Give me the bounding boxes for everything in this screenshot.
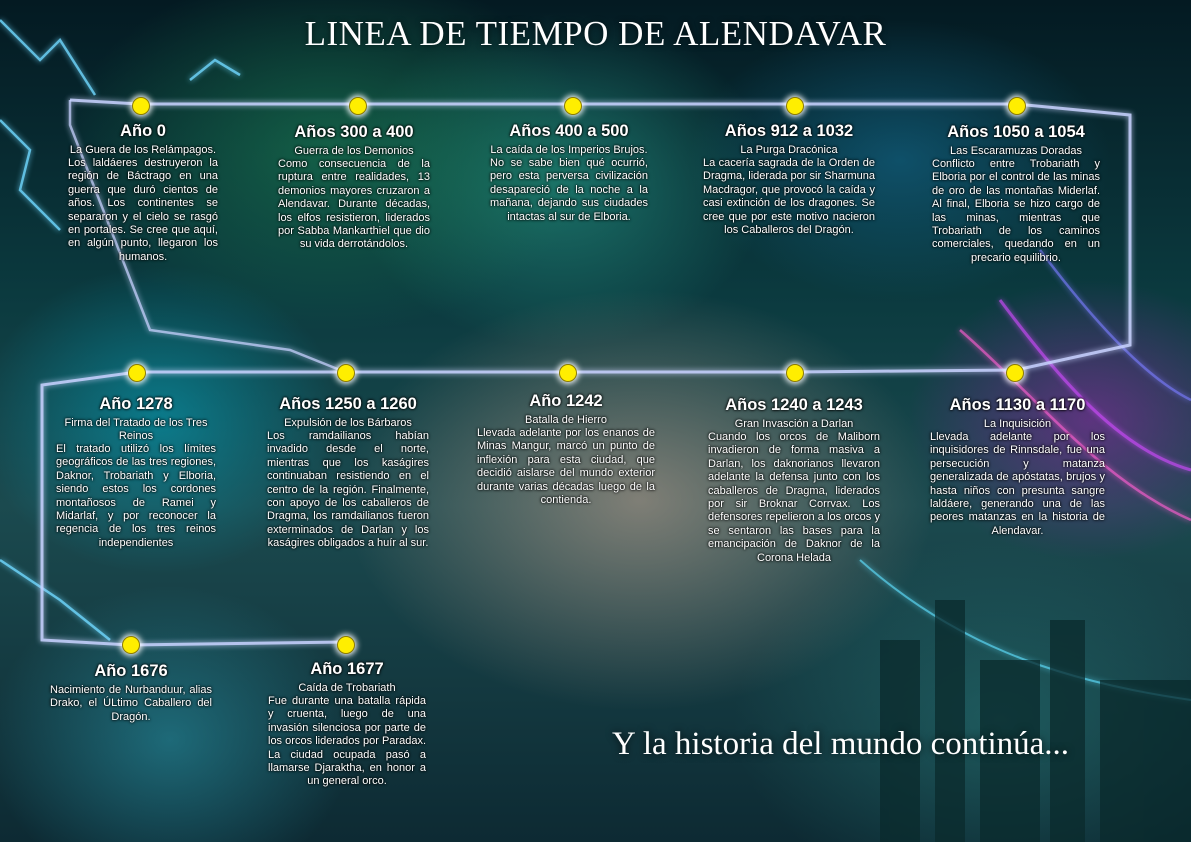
timeline-event [50, 662, 212, 724]
event-title: Gran Invasción a Darlan [734, 418, 854, 430]
timeline-dot [1006, 364, 1024, 382]
event-title: Batalla de Hierro [525, 414, 607, 426]
event-text: Fue durante una batalla rápida y cruenta, luego de una invasión silenciosa por parte de los orcos liderados por Paradax. La ciudad ocupada pasó a llamarse Djaraktha, en honor a un general orco. [268, 695, 426, 788]
event-title: La Guera de los Relámpagos. [69, 144, 217, 156]
event-title: La caída de los Imperios Brujos. [490, 144, 648, 156]
event-text: Cuando los orcos de Maliborn invadieron de forma masiva a Darlan, los daknorianos llevaron adelante la defensa junto con los caballeros de Dragma, liderados por sir Broknar Corrvax. Los defensores repelieron a los orcos y se sentaron las bases para la emancipación de Daknor de la Corona Helada [708, 431, 880, 564]
timeline-dot [337, 636, 355, 654]
event-date: Año 0 [120, 122, 166, 140]
timeline-event [932, 123, 1100, 265]
event-date: Años 912 a 1032 [724, 122, 854, 140]
timeline-dot [122, 636, 140, 654]
timeline-event [56, 395, 216, 550]
event-title: Firma del Tratado de los Tres Reinos [64, 417, 208, 442]
event-text: Los ramdailianos habían invadido desde el norte, mientras que los kaságires continuaban resistiendo en el centro de la región. Finalmente, con apoyo de los caballeros de Dragma, los ramdailianos fueron exterminados de Darlan y los kaságires obligados a huír al sur. [267, 430, 429, 550]
event-title: La Purga Dracónica [740, 144, 838, 156]
event-text: El tratado utilizó los límites geográficos de las tres regiones, Daknor, Trobariath y Elboria, siendo estos los cordones montañosos de Ramei y Midarlaf, y por reconocer la regencia de los tres reinos independientes [56, 443, 216, 549]
event-text: Los laldáeres destruyeron la región de Báctrago en una guerra que duró cientos de años. Los continentes se separaron y el cielo se rasgó en portales. Se cree que aquí, en algún punto, llegaron los humanos. [68, 157, 218, 263]
closing-caption: Y la historia del mundo continúa... [612, 726, 1070, 762]
event-date: Año 1677 [310, 660, 384, 678]
event-text: Nacimiento de Nurbanduur, alias Drako, el ÚLtimo Caballero del Dragón. [50, 684, 212, 723]
timeline-dot [337, 364, 355, 382]
timeline-dot [786, 364, 804, 382]
timeline-dot [559, 364, 577, 382]
event-text: Conflicto entre Trobariath y Elboria por el control de las minas de oro de las montañas Miderlaf. Al final, Elboria se hizo cargo de las minas, mientras que Trobariath de los caminos comerciales, quedando en un precario equilibrio. [932, 158, 1100, 264]
ruins-silhouette [880, 600, 1191, 842]
event-title: Guerra de los Demonios [294, 145, 414, 157]
timeline-event [278, 123, 430, 252]
event-text: No se sabe bien qué ocurrió, pero esta perversa civilización desapareció de la noche a la mañana, dejando sus ciudades intactas al sur de Elboria. [490, 157, 648, 223]
event-date: Año 1676 [94, 662, 168, 680]
event-title: Expulsión de los Bárbaros [284, 417, 412, 429]
event-title: Caída de Trobariath [298, 682, 396, 694]
event-date: Años 1050 a 1054 [947, 123, 1085, 141]
timeline-event [267, 395, 429, 551]
event-text: Llevada adelante por los enanos de Minas Mangur, marcó un punto de inflexión para esta ciudad, que decidió aislarse del mundo exterior durante varias décadas luego de la contienda. [477, 427, 655, 507]
event-date: Años 400 a 500 [509, 122, 629, 140]
event-title: Las Escaramuzas Doradas [949, 145, 1083, 157]
timeline-dot [1008, 97, 1026, 115]
timeline-event [477, 392, 655, 507]
timeline-dot [564, 97, 582, 115]
timeline-event [268, 660, 426, 789]
event-date: Año 1278 [99, 395, 173, 413]
event-date: Años 300 a 400 [294, 123, 414, 141]
event-title: La Inquisición [983, 418, 1052, 430]
timeline-dot [786, 97, 804, 115]
event-date: Años 1240 a 1243 [725, 396, 863, 414]
timeline-event [930, 396, 1105, 538]
event-date: Años 1130 a 1170 [949, 396, 1086, 414]
event-text: Como consecuencia de la ruptura entre realidades, 13 demonios mayores cruzaron a Alendavar. Durante décadas, los elfos resistieron, liderados por Sabba Mankarthiel que dio su vida derrotándolos. [278, 158, 430, 251]
timeline-dot [132, 97, 150, 115]
timeline-event [490, 122, 648, 224]
event-text: Llevada adelante por los inquisidores de Rinnsdale, fue una persecución y matanza generalizada de apóstatas, brujos y hasta niños con presunta sangre laldáere, generando una de las peores matanzas en la historia de Alendavar. [930, 431, 1105, 537]
timeline-dot [349, 97, 367, 115]
event-text: La cacería sagrada de la Orden de Dragma, liderada por sir Sharmuna Macdragor, que provocó la caída y casi extinción de los dragones. Se cree que por este motivo nacieron los Caballeros del Dragón. [703, 157, 875, 237]
page-title: LINEA DE TIEMPO DE ALENDAVAR [304, 14, 887, 53]
timeline-dot [128, 364, 146, 382]
timeline-event [68, 122, 218, 264]
event-date: Año 1242 [529, 392, 603, 410]
event-date: Años 1250 a 1260 [279, 395, 417, 413]
timeline-event [703, 122, 875, 237]
timeline-event [708, 396, 880, 565]
